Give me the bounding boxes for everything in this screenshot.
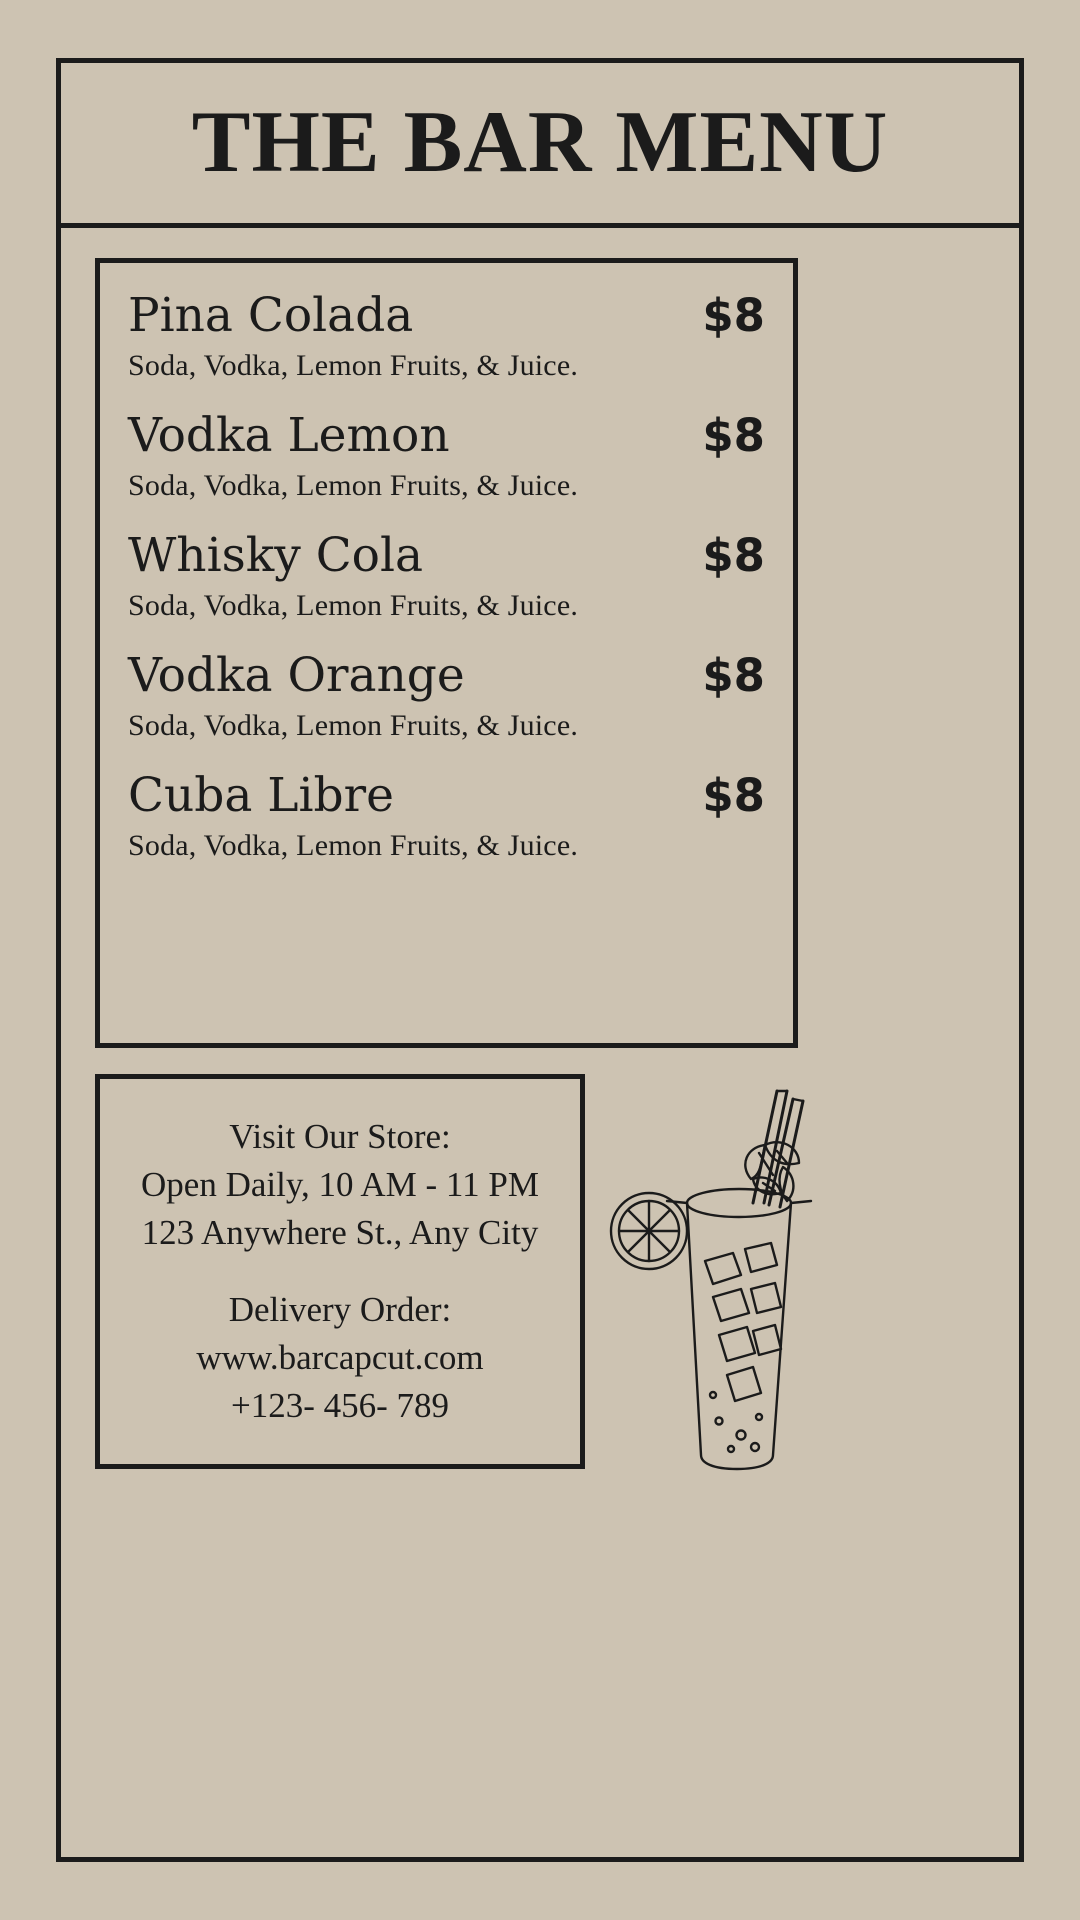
menu-item-row — [128, 649, 765, 703]
delivery-heading: Delivery Order: — [228, 1289, 452, 1329]
menu-item-name: Whisky Cola — [128, 528, 424, 584]
list-item — [128, 649, 765, 743]
menu-item-name: Vodka Orange — [128, 648, 465, 704]
list-item — [128, 769, 765, 863]
menu-item-price: $8 — [702, 289, 765, 342]
menu-item-name: Cuba Libre — [128, 768, 394, 824]
store-hours: Open Daily, 10 AM - 11 PM — [141, 1164, 539, 1204]
delivery-website[interactable]: www.barcapcut.com — [196, 1337, 484, 1377]
menu-item-row — [128, 769, 765, 823]
menu-item-price: $8 — [702, 529, 765, 583]
menu-item-price: $8 — [702, 769, 765, 823]
menu-item-name: Vodka Lemon — [128, 408, 450, 464]
menu-item-description: Soda, Vodka, Lemon Fruits, & Juice. — [128, 709, 579, 743]
delivery-phone[interactable]: +123- 456- 789 — [230, 1386, 450, 1426]
page-title: THE BAR MENU — [191, 94, 889, 191]
menu-item-name: Pina Colada — [128, 288, 414, 343]
menu-item-price: $8 — [702, 409, 765, 463]
title-block — [61, 63, 1019, 228]
menu-item-description: Soda, Vodka, Lemon Fruits, & Juice. — [128, 589, 579, 623]
menu-item-price: $8 — [702, 649, 765, 703]
cocktail-glass-icon — [601, 1083, 851, 1473]
list-item — [128, 409, 765, 503]
store-heading: Visit Our Store: — [229, 1116, 451, 1156]
menu-item-row — [128, 529, 765, 583]
menu-poster — [56, 58, 1024, 1862]
menu-item-row — [128, 409, 765, 463]
list-item — [128, 529, 765, 623]
store-info-box — [95, 1074, 585, 1469]
menu-list — [95, 258, 798, 1048]
menu-item-description: Soda, Vodka, Lemon Fruits, & Juice. — [128, 469, 579, 503]
list-item — [128, 289, 765, 383]
store-address: 123 Anywhere St., Any City — [141, 1213, 539, 1253]
menu-item-description: Soda, Vodka, Lemon Fruits, & Juice. — [128, 349, 579, 383]
menu-item-description: Soda, Vodka, Lemon Fruits, & Juice. — [128, 829, 579, 863]
menu-item-row — [128, 289, 765, 343]
